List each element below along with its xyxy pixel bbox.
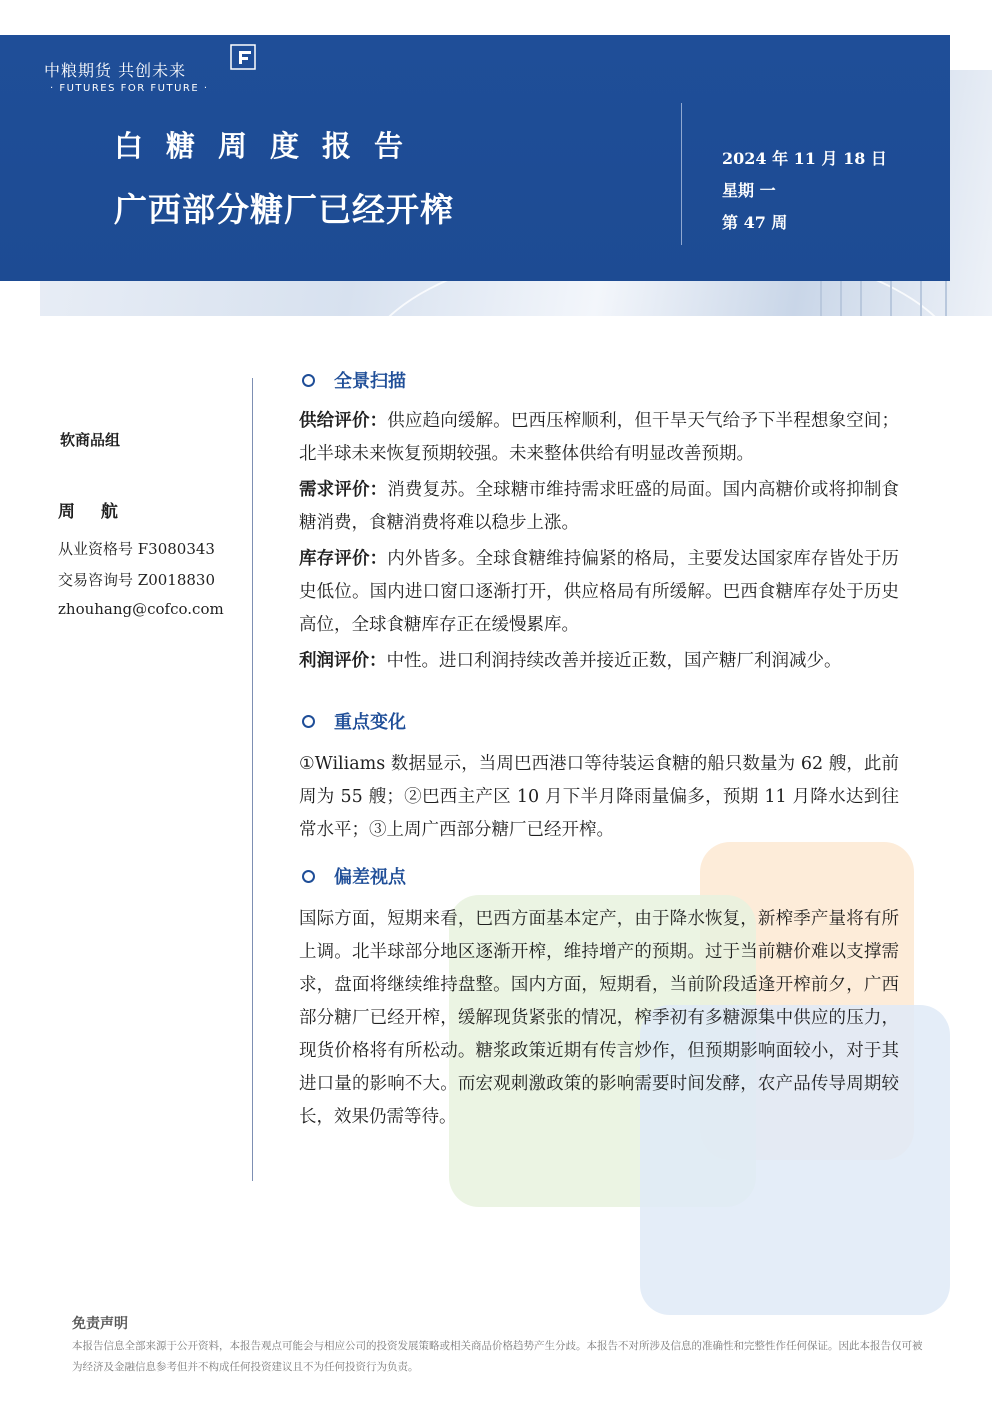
section-heading-view xyxy=(300,864,406,888)
author-email[interactable]: zhouhang@cofco.com xyxy=(58,600,224,618)
consulting-number: 交易咨询号 Z0018830 xyxy=(58,571,215,589)
logo-icon xyxy=(230,44,256,70)
qualification-number: 从业资格号 F3080343 xyxy=(58,540,215,558)
author-name: 周 航 xyxy=(58,502,128,522)
overview-body xyxy=(299,405,899,681)
bullet-circle-icon xyxy=(302,715,315,728)
banner-divider xyxy=(681,103,682,245)
disclaimer-text: 本报告信息全部来源于公开资料，本报告观点可能会与相应公司的投资发展策略或相关商品价格趋势产生分歧。本报告不对所涉及信息的准确性和完整性作任何保证。因此本报告仅可被为经济及金融信息参考但并不构成任何投资建议且不为任何投资行为负责。 xyxy=(72,1340,923,1373)
supply-evaluation: 供给评价：供应趋向缓解。巴西压榨顺利，但干旱天气给予下半程想象空间；北半球未来恢复预期较强。未来整体供给有明显改善预期。 xyxy=(299,411,900,464)
team-name: 软商品组 xyxy=(60,431,121,449)
view-body xyxy=(299,903,899,1137)
section-heading-label: 重点变化 xyxy=(334,712,406,733)
section-heading-label: 全景扫描 xyxy=(334,371,406,392)
view-text: 国际方面，短期来看，巴西方面基本定产，由于降水恢复，新榨季产量将有所上调。北半球部分地区逐渐开榨，维持增产的预期。过于当前糖价难以支撑需求，盘面将继续维持盘整。国内方面，短期看，当前阶段适逢开榨前夕，广西部分糖厂已经开榨，缓解现货紧张的情况，榨季初有多糖源集中供应的压力，现货价格将有所松动。糖浆政策近期有传言炒作，但预期影响面较小，对于其进口量的影响不大。而宏观刺激政策的影响需要时间发酵，农产品传导周期较长，效果仍需等待。 xyxy=(299,909,899,1127)
report-date: 2024 年 11 月 18 日 xyxy=(722,149,887,168)
report-weekday: 星期 一 xyxy=(722,181,776,200)
changes-text: ①Wiliams 数据显示，当周巴西港口等待装运食糖的船只数量为 62 艘，此前周为 55 艘；②巴西主产区 10 月下半月降雨量偏多，预期 11 月降水达到往常水平；③上周广西部分糖厂已经开榨。 xyxy=(299,754,899,840)
logo-text-cn: 中粮期货 共创未来 xyxy=(44,61,187,80)
report-title: 广西部分糖厂已经开榨 xyxy=(114,190,454,229)
demand-evaluation: 需求评价：消费复苏。全球糖市维持需求旺盛的局面。国内高糖价或将抑制食糖消费，食糖消费将难以稳步上涨。 xyxy=(299,480,900,533)
bullet-circle-icon xyxy=(302,870,315,883)
changes-body xyxy=(299,748,899,850)
inventory-evaluation: 库存评价：内外皆多。全球食糖维持偏紧的格局，主要发达国家库存皆处于历史低位。国内进口窗口逐渐打开，供应格局有所缓解。巴西食糖库存处于历史高位，全球食糖库存正在缓慢累库。 xyxy=(299,549,900,635)
bullet-circle-icon xyxy=(302,374,315,387)
section-heading-overview xyxy=(300,368,406,392)
sidebar-divider xyxy=(252,378,253,1181)
report-week: 第 47 周 xyxy=(722,213,788,232)
section-heading-label: 偏差视点 xyxy=(334,867,406,888)
profit-evaluation: 利润评价：中性。进口利润持续改善并接近正数，国产糖厂利润减少。 xyxy=(299,651,842,671)
report-type: 白糖周度报告 xyxy=(114,129,427,163)
section-heading-changes xyxy=(300,709,406,733)
disclaimer-title: 免责声明 xyxy=(72,1316,128,1332)
logo-text-en: · FUTURES FOR FUTURE · xyxy=(50,83,209,94)
